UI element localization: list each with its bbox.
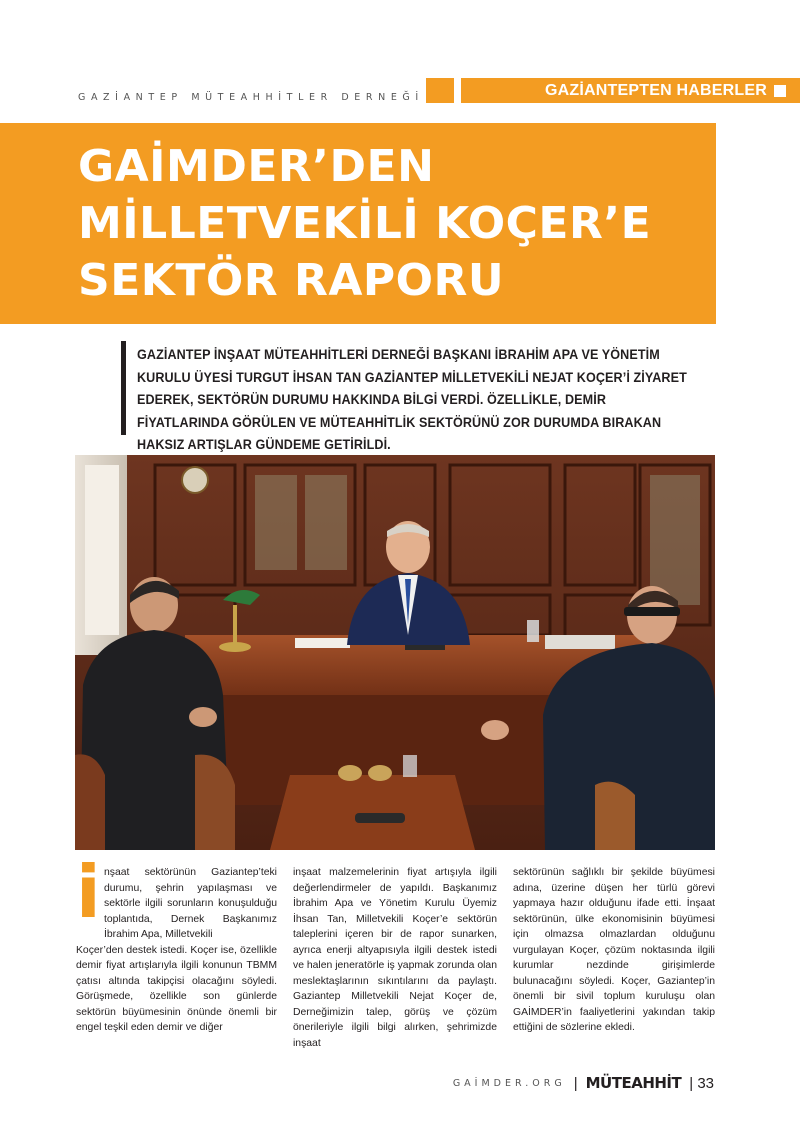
- section-label: GAZİANTEPTEN HABERLER: [545, 81, 767, 99]
- article-headline: [78, 138, 708, 309]
- column-intro-text: nşaat sektörünün Gaziantep’teki durumu, şehrin yapılaşması ve sektörle ilgili sorunların konuşulduğu toplantıda, Dernek Başkanımız İbrahim Apa, Milletvekili: [104, 867, 277, 940]
- square-marker-icon: [774, 85, 786, 97]
- column-text: inşaat malzemelerinin fiyat artışıyla ilgili değerlendirmeler de yapıldı. Başkanımız İbrahim Apa ve Yönetim Kurulu Üyemiz İhsan Tan, Milletvekili Koçer’e sektörün taleplerini içeren bir de rapor sunarken, ayrıca enerji altyapısıyla ilgili destek istedi ve halen jeneratörle iş yapmak zorunda olan meslektaşlarının sıkıntılarını da paylaştı. Gaziantep Milletvekili Nejat Koçer de, Derneğimizin talep, görüş ve çözüm önerileriyle ilgili bilgi alırken, şehrimizde inşaat: [293, 867, 497, 1049]
- article-column-3: [513, 865, 715, 1036]
- drop-cap: i: [76, 850, 101, 934]
- lead-rule: [121, 341, 126, 435]
- column-text: sektörünün sağlıklı bir şekilde büyümesi adına, üzerine düşen her türlü görevi yapmaya hazır olduğunu ifade etti. İnşaat sektörünün, ülke ekonomisinin büyümesi için olmazsa olmazlardan olduğunu vurgulayan Koçer, çözüm noktasında ilgili kurumlar nezdinde girişimlerde bulunacağını söyledi. Koçer, Gaziantep’in önemli bir sivil toplum kuruluşu olan GAİMDER’in faaliyetlerini yakından takip ettiğini de sözlerine ekledi.: [513, 867, 715, 1033]
- organization-name: GAZİANTEP MÜTEAHHİTLER DERNEĞİ: [78, 92, 424, 103]
- footer-url: GAİMDER.ORG: [452, 1077, 566, 1089]
- article-photo: [75, 455, 715, 850]
- page-number: | 33: [689, 1074, 714, 1092]
- column-text: Koçer’den destek istedi. Koçer ise, özellikle demir fiyat artışlarıyla ilgili konunun TBMM çatısı altında takipçisi olacağını söyledi. Görüşmede, özellikle son günlerde sektörün büyümesinin önünde önemli bir engel teşkil eden demir ve diğer: [76, 944, 277, 1033]
- headline-line: SEKTÖR RAPORU: [78, 255, 505, 306]
- headline-line: GAİMDER’DEN: [78, 141, 435, 192]
- page-footer: [453, 1074, 714, 1092]
- magazine-logo: MÜTEAHHİT: [585, 1074, 682, 1092]
- article-column-2: [293, 865, 497, 1051]
- section-accent-square: [426, 78, 454, 103]
- footer-separator: |: [573, 1074, 578, 1092]
- article-column-1: [76, 865, 277, 1036]
- article-lead: GAZİANTEP İNŞAAT MÜTEAHHİTLERİ DERNEĞİ BAŞKANI İBRAHİM APA VE YÖNETİM KURULU ÜYESİ TURGUT İHSAN TAN GAZİANTEP MİLLETVEKİLİ NEJAT KOÇER’İ ZİYARET EDEREK, SEKTÖRÜN DURUMU HAKKINDA BİLGİ VERDİ. ÖZELLİKLE, DEMİR FİYATLARINDA GÖRÜLEN VE MÜTEAHHİTLİK SEKTÖRÜNÜ ZOR DURUMDA BIRAKAN HAKSIZ ARTIŞLAR GÜNDEME GETİRİLDİ.: [137, 347, 687, 452]
- headline-line: MİLLETVEKİLİ KOÇER’E: [78, 198, 652, 249]
- section-header-bar: [461, 78, 800, 103]
